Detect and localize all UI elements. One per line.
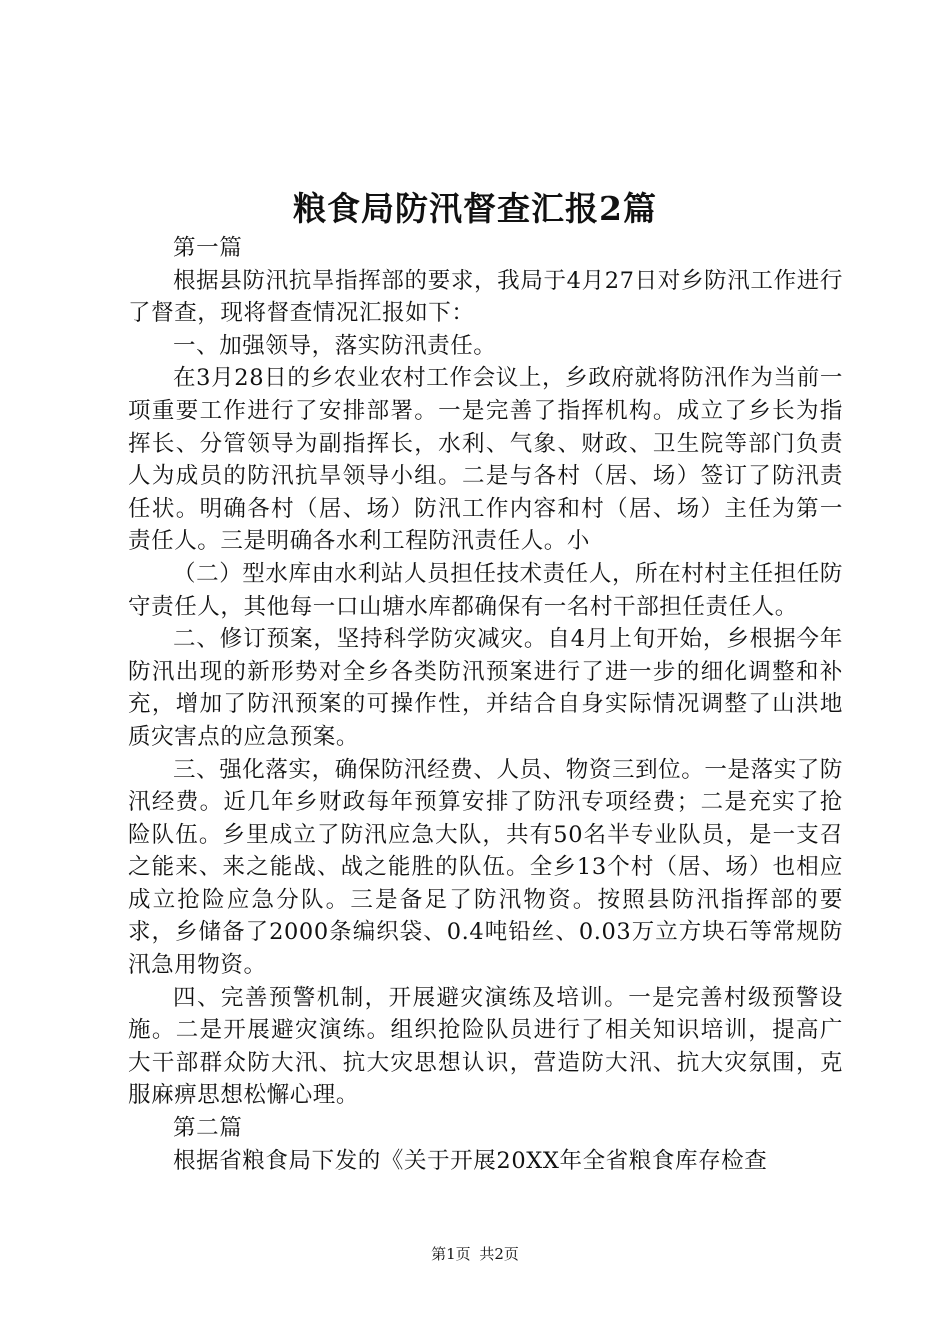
paragraph: 根据县防汛抗旱指挥部的要求，我局于4月27日对乡防汛工作进行了督查，现将督查情况汇报如下： xyxy=(128,267,843,327)
paragraph: 一、加强领导，落实防汛责任。 xyxy=(173,332,497,359)
document-body xyxy=(128,232,843,1177)
page-footer xyxy=(0,1242,950,1266)
page-number: 第1页 xyxy=(431,1245,471,1263)
paragraph: 四、完善预警机制，开展避灾演练及培训。一是完善村级预警设施。二是开展避灾演练。组织抢险队员进行了相关知识培训，提高广大干部群众防大汛、抗大灾思想认识，营造防大汛、抗大灾氛围，克服麻痹思想松懈心理。 xyxy=(128,984,843,1109)
paragraph: （二）型水库由水利站人员担任技术责任人，所在村村主任担任防守责任人，其他每一口山塘水库都确保有一名村干部担任责任人。 xyxy=(128,560,843,620)
section-heading-1: 第一篇 xyxy=(173,235,243,261)
page-total: 共2页 xyxy=(479,1245,519,1263)
paragraph: 二、修订预案，坚持科学防灾减灾。自4月上旬开始，乡根据今年防汛出现的新形势对全乡各类防汛预案进行了进一步的细化调整和补充，增加了防汛预案的可操作性，并结合自身实际情况调整了山洪地质灾害点的应急预案。 xyxy=(128,626,843,750)
paragraph: 三、强化落实，确保防汛经费、人员、物资三到位。一是落实了防汛经费。近几年乡财政每年预算安排了防汛专项经费；二是充实了抢险队伍。乡里成立了防汛应急大队，共有50名半专业队员，是一支召之能来、来之能战、战之能胜的队伍。全乡13个村（居、场）也相应成立抢险应急分队。三是备足了防汛物资。按照县防汛指挥部的要求，乡储备了2000条编织袋、0.4吨铅丝、0.03万立方块石等常规防汛急用物资。 xyxy=(128,756,843,979)
paragraph: 在3月28日的乡农业农村工作会议上，乡政府就将防汛作为当前一项重要工作进行了安排部署。一是完善了指挥机构。成立了乡长为指挥长、分管领导为副指挥长，水利、气象、财政、卫生院等部门负责人为成员的防汛抗旱领导小组。二是与各村（居、场）签订了防汛责任状。明确各村（居、场）防汛工作内容和村（居、场）主任为第一责任人。三是明确各水利工程防汛责任人。小 xyxy=(128,365,843,555)
paragraph: 根据省粮食局下发的《关于开展20XX年全省粮食库存检查 xyxy=(173,1147,768,1174)
document-title: 粮食局防汛督查汇报2篇 xyxy=(293,189,657,228)
section-heading-2: 第二篇 xyxy=(173,1115,243,1142)
